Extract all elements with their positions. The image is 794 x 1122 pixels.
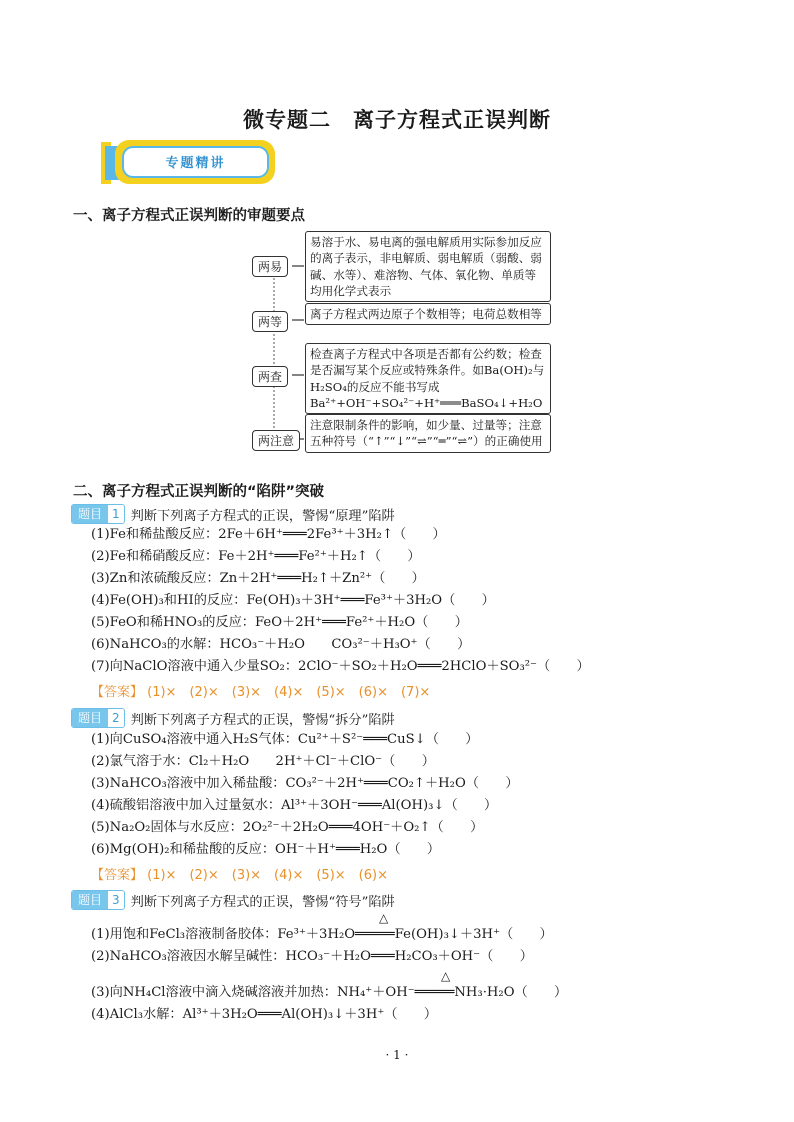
list-item: (2)NaHCO₃溶液因水解呈碱性：HCO₃⁻＋H₂O═══H₂CO₃＋OH⁻（ ）: [91, 949, 533, 964]
heat-symbol: △: [379, 911, 389, 925]
list-item: (4)AlCl₃水解：Al³⁺＋3H₂O═══Al(OH)₃↓＋3H⁺（ ）: [91, 1007, 438, 1022]
list-item: (4)硫酸铝溶液中加入过量氨水：Al³⁺＋3OH⁻═══Al(OH)₃↓（ ）: [91, 798, 498, 813]
list-item: (3)Zn和浓硫酸反应：Zn＋2H⁺═══H₂↑＋Zn²⁺（ ）: [91, 571, 425, 586]
question-header: [71, 504, 395, 524]
list-item: (3)NaHCO₃溶液中加入稀盐酸：CO₃²⁻＋2H⁺═══CO₂↑＋H₂O（ ）: [91, 776, 519, 791]
section2-heading: 二、离子方程式正误判断的“陷阱”突破: [73, 484, 325, 500]
list-item: (1)Fe和稀盐酸反应：2Fe＋6H⁺═══2Fe³⁺＋3H₂↑（ ）: [91, 527, 446, 542]
question-prompt: 判断下列离子方程式的正误，警惕“符号”陷阱: [130, 894, 395, 910]
list-item: (2)氯气溶于水：Cl₂＋H₂O 2H⁺＋Cl⁻＋ClO⁻（ ）: [91, 754, 435, 769]
section-banner: [101, 138, 279, 188]
page-title: 微专题二 离子方程式正误判断: [243, 107, 551, 132]
list-item: (2)Fe和稀硝酸反应：Fe＋2H⁺═══Fe²⁺＋H₂↑（ ）: [91, 549, 421, 564]
mindmap-box-liangdeng: 离子方程式两边原子个数相等；电荷总数相等: [305, 303, 551, 325]
mindmap-box-liangzhuyi: 注意限制条件的影响，如少量、过量等；注意五种符号（“↑”“↓”“⇌”“═”“⇌”）的正确使用: [305, 414, 551, 453]
list-item: (4)Fe(OH)₃和HI的反应：Fe(OH)₃＋3H⁺═══Fe³⁺＋3H₂O（ ）: [91, 593, 495, 608]
answer-line: 【答案】 (1)× (2)× (3)× (4)× (5)× (6)×: [91, 868, 388, 883]
list-item: (1)向CuSO₄溶液中通入H₂S气体：Cu²⁺＋S²⁻═══CuS↓（ ）: [91, 732, 479, 747]
question-badge: 题目 3: [71, 890, 125, 910]
question-badge: 题目 1: [71, 504, 125, 524]
question-header: [71, 708, 395, 728]
list-item: (1)用饱和FeCl₃溶液制备胶体：Fe³⁺＋3H₂O═════Fe(OH)₃↓＋3H⁺（ ）: [91, 927, 553, 942]
question-header: [71, 890, 395, 910]
page-number: · 1 ·: [385, 1048, 409, 1062]
list-item: (3)向NH₄Cl溶液中滴入烧碱溶液并加热：NH₄⁺＋OH⁻═════NH₃·H₂O（ ）: [91, 985, 568, 1000]
answer-line: 【答案】 (1)× (2)× (3)× (4)× (5)× (6)× (7)×: [91, 685, 431, 700]
mindmap-node-liangcha: 两查: [252, 366, 288, 387]
mindmap-node-liangdeng: 两等: [252, 311, 288, 332]
mindmap-box-liangyi: 易溶于水、易电离的强电解质用实际参加反应的离子表示，非电解质、弱电解质（弱酸、弱碱、水等）、难溶物、气体、氧化物、单质等均用化学式表示: [305, 231, 551, 302]
list-item: (5)FeO和稀HNO₃的反应：FeO＋2H⁺═══Fe²⁺＋H₂O（ ）: [91, 615, 468, 630]
question-badge: 题目 2: [71, 708, 125, 728]
question-prompt: 判断下列离子方程式的正误，警惕“原理”陷阱: [130, 508, 395, 524]
list-item: (6)NaHCO₃的水解：HCO₃⁻＋H₂O CO₃²⁻＋H₃O⁺（ ）: [91, 637, 471, 652]
list-item: (7)向NaClO溶液中通入少量SO₂：2ClO⁻＋SO₂＋H₂O═══2HClO＋SO₃²⁻（ ）: [91, 659, 590, 674]
banner-label: 专题精讲: [165, 156, 226, 171]
mindmap-node-liangzhuyi: 两注意: [252, 430, 300, 451]
question-prompt: 判断下列离子方程式的正误，警惕“拆分”陷阱: [130, 712, 395, 728]
section1-heading: 一、离子方程式正误判断的审题要点: [73, 208, 305, 224]
list-item: (5)Na₂O₂固体与水反应：2O₂²⁻＋2H₂O═══4OH⁻＋O₂↑（ ）: [91, 820, 484, 835]
mindmap-box-liangcha: 检查离子方程式中各项是否都有公约数；检查是否漏写某个反应或特殊条件。如Ba(OH)₂与H₂SO₄的反应不能书写成Ba²⁺+OH⁻+SO₄²⁻+H⁺═══BaSO₄↓+H₂O: [305, 343, 551, 414]
heat-symbol: △: [441, 969, 451, 983]
mindmap-node-liangyi: 两易: [252, 256, 288, 277]
list-item: (6)Mg(OH)₂和稀盐酸的反应：OH⁻＋H⁺═══H₂O（ ）: [91, 842, 441, 857]
